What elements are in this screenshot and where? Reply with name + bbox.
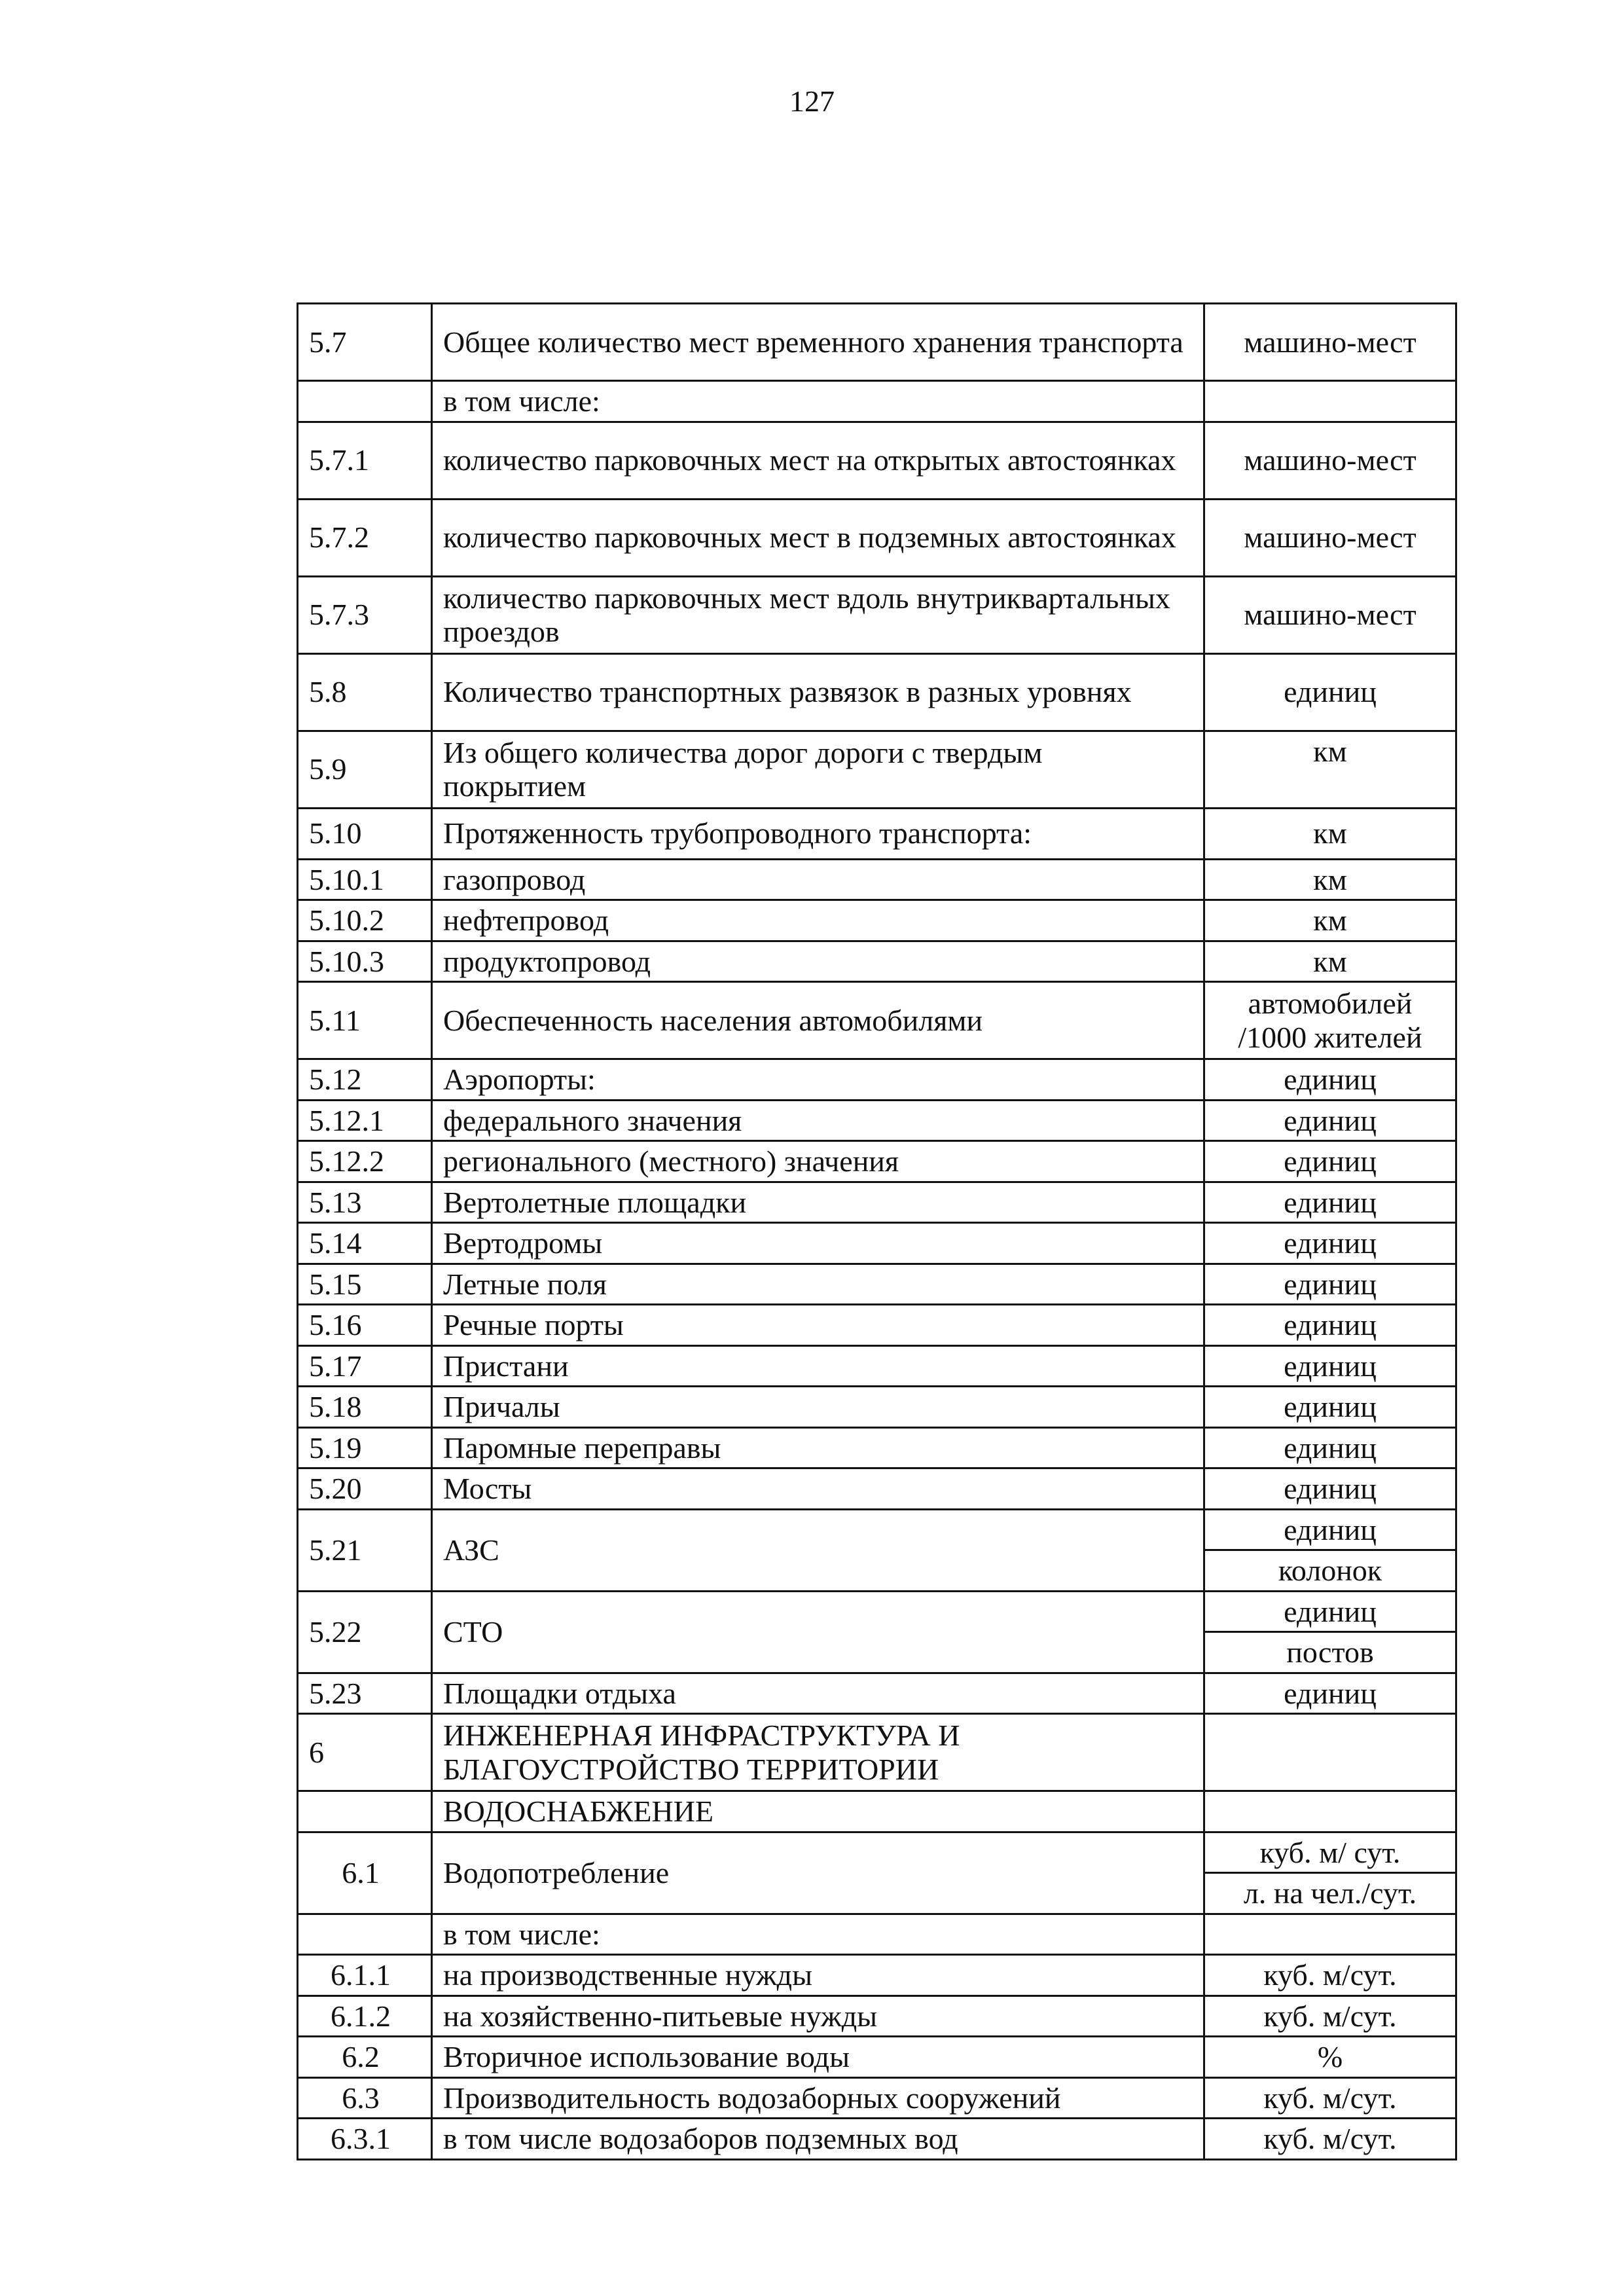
table-row — [298, 1714, 1456, 1791]
table-row — [298, 808, 1456, 859]
row-code: 5.12.2 — [298, 1141, 432, 1182]
row-unit: автомобилей /1000 жителей — [1204, 982, 1456, 1059]
row-unit: единиц — [1204, 1509, 1456, 1550]
row-description: Производительность водозаборных сооружений — [432, 2077, 1204, 2119]
row-description: СТО — [432, 1591, 1204, 1673]
row-unit: км — [1204, 808, 1456, 859]
row-code: 6.3.1 — [298, 2119, 432, 2160]
row-unit: единиц — [1204, 653, 1456, 731]
indicators-table — [297, 302, 1457, 2160]
row-unit: км — [1204, 859, 1456, 900]
table-row — [298, 1305, 1456, 1346]
row-description: в том числе водозаборов подземных вод — [432, 2119, 1204, 2160]
row-code: 5.13 — [298, 1182, 432, 1223]
row-description: регионального (местного) значения — [432, 1141, 1204, 1182]
row-unit: единиц — [1204, 1059, 1456, 1101]
row-unit: куб. м/сут. — [1204, 2119, 1456, 2160]
row-unit: куб. м/сут. — [1204, 2077, 1456, 2119]
row-code: 5.8 — [298, 653, 432, 731]
row-code: 5.22 — [298, 1591, 432, 1673]
table-row — [298, 900, 1456, 941]
table-row — [298, 653, 1456, 731]
row-code — [298, 1914, 432, 1955]
row-description: количество парковочных мест вдоль внутриквартальных проездов — [432, 576, 1204, 653]
table-row — [298, 1100, 1456, 1141]
row-code: 5.23 — [298, 1673, 432, 1714]
row-unit: единиц — [1204, 1345, 1456, 1387]
row-code — [298, 1791, 432, 1832]
table-row — [298, 859, 1456, 900]
row-description: ИНЖЕНЕРНАЯ ИНФРАСТРУКТУРА И БЛАГОУСТРОЙСТВО ТЕРРИТОРИИ — [432, 1714, 1204, 1791]
row-code — [298, 381, 432, 422]
row-unit: км — [1204, 941, 1456, 982]
row-description: АЗС — [432, 1509, 1204, 1591]
row-unit: единиц — [1204, 1223, 1456, 1264]
table-row — [298, 1141, 1456, 1182]
row-description: Пристани — [432, 1345, 1204, 1387]
table-row — [298, 1223, 1456, 1264]
row-code: 5.7 — [298, 304, 432, 381]
row-unit: машино-мест — [1204, 304, 1456, 381]
row-description: в том числе: — [432, 381, 1204, 422]
table-row — [298, 941, 1456, 982]
row-description: Речные порты — [432, 1305, 1204, 1346]
row-code: 5.12.1 — [298, 1100, 432, 1141]
row-description: нефтепровод — [432, 900, 1204, 941]
row-unit-secondary: постов — [1204, 1632, 1456, 1673]
row-description: Паромные переправы — [432, 1427, 1204, 1468]
row-unit: единиц — [1204, 1591, 1456, 1632]
row-code: 5.10.3 — [298, 941, 432, 982]
row-unit — [1204, 1791, 1456, 1832]
row-unit-secondary: колонок — [1204, 1550, 1456, 1592]
row-unit: км — [1204, 731, 1456, 808]
row-code: 5.19 — [298, 1427, 432, 1468]
row-description: Площадки отдыха — [432, 1673, 1204, 1714]
table-row — [298, 1832, 1456, 1873]
row-unit: куб. м/сут. — [1204, 1995, 1456, 2037]
row-unit: куб. м/сут. — [1204, 1955, 1456, 1996]
row-unit: единиц — [1204, 1673, 1456, 1714]
row-code: 5.9 — [298, 731, 432, 808]
table-row — [298, 1427, 1456, 1468]
row-code: 6.3 — [298, 2077, 432, 2119]
table-row — [298, 1387, 1456, 1428]
row-unit: единиц — [1204, 1305, 1456, 1346]
table-row — [298, 1955, 1456, 1996]
row-code: 5.20 — [298, 1468, 432, 1510]
row-code: 6.1.2 — [298, 1995, 432, 2037]
row-unit-secondary: л. на чел./сут. — [1204, 1873, 1456, 1914]
row-unit: единиц — [1204, 1427, 1456, 1468]
table-row — [298, 2119, 1456, 2160]
row-description: в том числе: — [432, 1914, 1204, 1955]
table-row — [298, 1264, 1456, 1305]
table-row — [298, 1591, 1456, 1632]
row-unit: куб. м/ сут. — [1204, 1832, 1456, 1873]
row-description: Вторичное использование воды — [432, 2037, 1204, 2078]
row-description: Водопотребление — [432, 1832, 1204, 1914]
table-row — [298, 1673, 1456, 1714]
table-row — [298, 982, 1456, 1059]
table-row — [298, 1468, 1456, 1510]
row-description: Обеспеченность населения автомобилями — [432, 982, 1204, 1059]
table-row — [298, 576, 1456, 653]
table-row — [298, 1995, 1456, 2037]
row-unit: единиц — [1204, 1387, 1456, 1428]
row-unit: машино-мест — [1204, 499, 1456, 576]
row-unit: машино-мест — [1204, 576, 1456, 653]
row-unit: единиц — [1204, 1141, 1456, 1182]
row-description: на производственные нужды — [432, 1955, 1204, 1996]
row-code: 5.7.3 — [298, 576, 432, 653]
row-unit: % — [1204, 2037, 1456, 2078]
row-code: 6.1.1 — [298, 1955, 432, 1996]
table-row — [298, 1509, 1456, 1550]
row-code: 5.16 — [298, 1305, 432, 1346]
page-number: 127 — [789, 84, 835, 118]
row-code: 5.7.1 — [298, 422, 432, 499]
row-code: 5.10.2 — [298, 900, 432, 941]
table-row — [298, 1914, 1456, 1955]
row-code: 5.7.2 — [298, 499, 432, 576]
row-unit: единиц — [1204, 1468, 1456, 1510]
row-description: Мосты — [432, 1468, 1204, 1510]
row-description: Общее количество мест временного хранения транспорта — [432, 304, 1204, 381]
row-code: 5.10 — [298, 808, 432, 859]
table-row — [298, 2037, 1456, 2078]
row-description: на хозяйственно-питьевые нужды — [432, 1995, 1204, 2037]
row-unit: км — [1204, 900, 1456, 941]
table-row — [298, 1182, 1456, 1223]
table-row — [298, 731, 1456, 808]
row-description: Вертолетные площадки — [432, 1182, 1204, 1223]
row-code: 5.10.1 — [298, 859, 432, 900]
row-code: 6.1 — [298, 1832, 432, 1914]
row-description: федерального значения — [432, 1100, 1204, 1141]
row-code: 5.15 — [298, 1264, 432, 1305]
row-unit — [1204, 1714, 1456, 1791]
row-unit: машино-мест — [1204, 422, 1456, 499]
row-description: продуктопровод — [432, 941, 1204, 982]
table-row — [298, 422, 1456, 499]
row-description: Из общего количества дорог дороги с твердым покрытием — [432, 731, 1204, 808]
table-row — [298, 1059, 1456, 1101]
table-row — [298, 2077, 1456, 2119]
row-unit: единиц — [1204, 1182, 1456, 1223]
row-code: 5.14 — [298, 1223, 432, 1264]
row-description: Вертодромы — [432, 1223, 1204, 1264]
row-description: количество парковочных мест на открытых автостоянках — [432, 422, 1204, 499]
row-code: 5.18 — [298, 1387, 432, 1428]
row-description: Аэропорты: — [432, 1059, 1204, 1101]
row-code: 6 — [298, 1714, 432, 1791]
row-code: 5.17 — [298, 1345, 432, 1387]
row-description: количество парковочных мест в подземных автостоянках — [432, 499, 1204, 576]
row-code: 6.2 — [298, 2037, 432, 2078]
row-unit: единиц — [1204, 1100, 1456, 1141]
table-row — [298, 304, 1456, 381]
row-description: Причалы — [432, 1387, 1204, 1428]
row-description: Количество транспортных развязок в разных уровнях — [432, 653, 1204, 731]
row-description: ВОДОСНАБЖЕНИЕ — [432, 1791, 1204, 1832]
table-row — [298, 1791, 1456, 1832]
row-code: 5.12 — [298, 1059, 432, 1101]
row-unit — [1204, 1914, 1456, 1955]
row-description: Протяженность трубопроводного транспорта: — [432, 808, 1204, 859]
table-row — [298, 1345, 1456, 1387]
table-row — [298, 499, 1456, 576]
row-unit: единиц — [1204, 1264, 1456, 1305]
row-description: газопровод — [432, 859, 1204, 900]
row-unit — [1204, 381, 1456, 422]
row-code: 5.11 — [298, 982, 432, 1059]
table-row — [298, 381, 1456, 422]
row-code: 5.21 — [298, 1509, 432, 1591]
row-description: Летные поля — [432, 1264, 1204, 1305]
